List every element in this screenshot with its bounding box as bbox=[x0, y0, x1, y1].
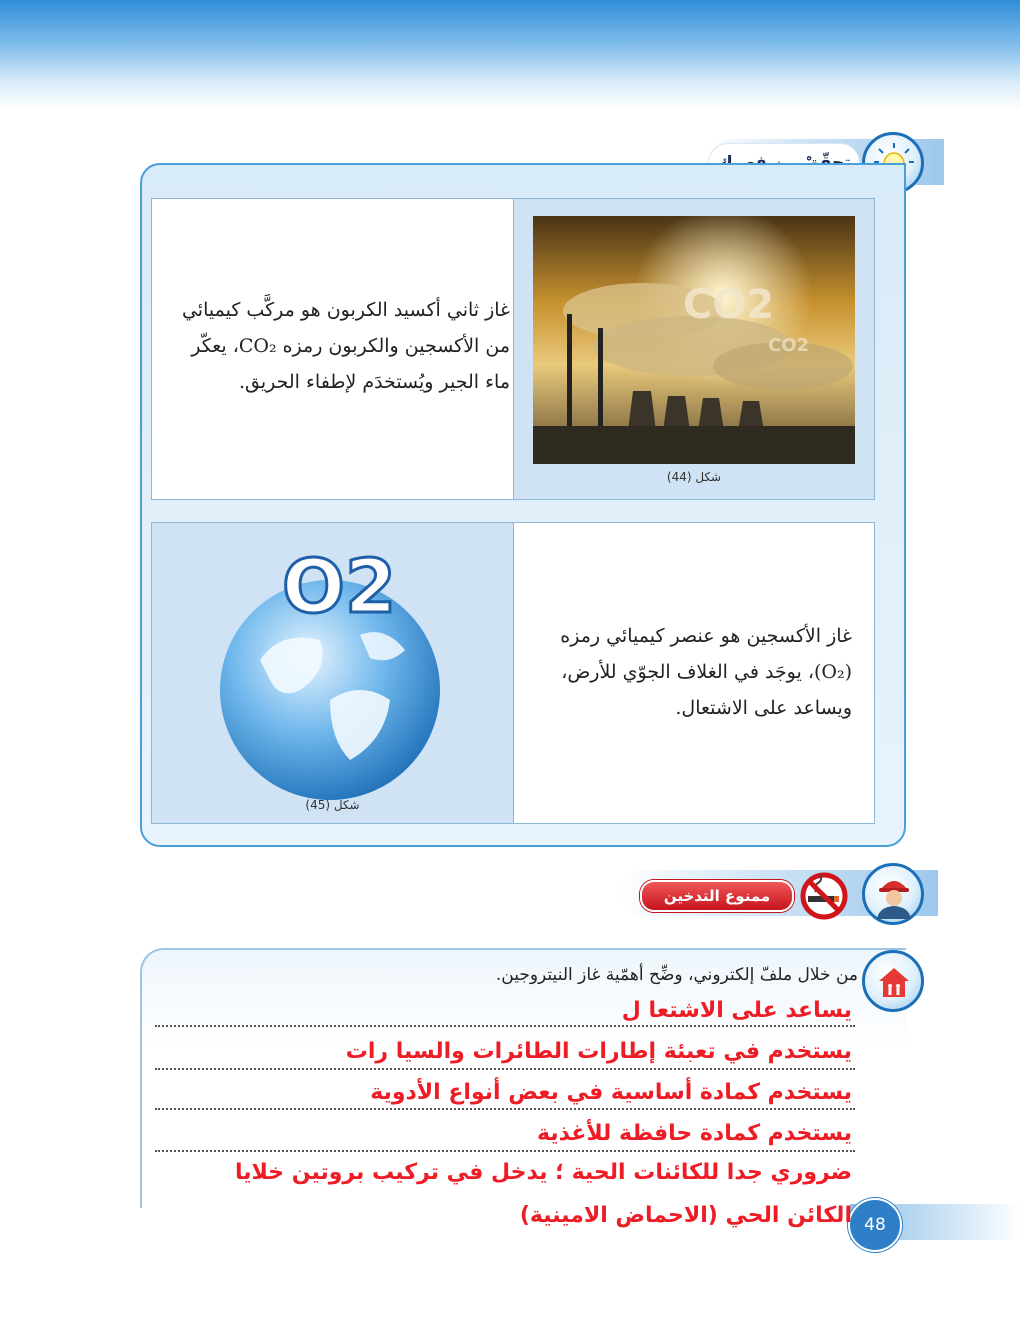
activity-question: من خلال ملفّ إلكتروني، وضِّح أهمّية غاز النيتروجين. bbox=[495, 965, 858, 985]
figure-45-caption: شكل (45) bbox=[305, 798, 360, 812]
co2-description bbox=[160, 292, 510, 400]
co2-line-3: ماء الجير ويُستخدَم لإطفاء الحريق. bbox=[238, 371, 510, 393]
no-smoking-label: ممنوع التدخين bbox=[640, 880, 794, 912]
co2-factory-image bbox=[533, 216, 855, 464]
top-gradient-band bbox=[0, 0, 1020, 110]
o2-line-2: (O₂)، يوجَد في الغلاف الجوّي للأرض، bbox=[561, 661, 852, 683]
o2-earth-image bbox=[210, 540, 450, 800]
home-family-icon bbox=[862, 950, 924, 1012]
answer-line-4 bbox=[155, 1150, 855, 1152]
answer-6: الكائن الحي (الاحماض الامينية) bbox=[519, 1203, 852, 1228]
co2-label-large: CO2 bbox=[683, 282, 775, 328]
answer-line-3 bbox=[155, 1108, 855, 1110]
co2-line-2: من الأكسجين والكربون رمزه CO₂، يعكّر bbox=[191, 335, 510, 357]
answer-1: يساعد على الاشتعا ل bbox=[621, 998, 852, 1023]
answer-3: يستخدم كمادة أساسية في بعض أنواع الأدوية bbox=[370, 1080, 852, 1105]
co2-label-small: CO2 bbox=[768, 335, 810, 356]
figure-44-caption: شكل (44) bbox=[666, 470, 722, 484]
o2-line-1: غاز الأكسجين هو عنصر كيميائي رمزه bbox=[560, 625, 852, 647]
answer-line-1 bbox=[155, 1025, 855, 1027]
o2-description bbox=[520, 618, 852, 726]
answer-2: يستخدم في تعبئة إطارات الطائرات والسيا رات bbox=[345, 1039, 852, 1064]
worker-icon bbox=[862, 863, 924, 925]
o2-line-3: ويساعد على الاشتعال. bbox=[675, 697, 852, 719]
no-smoking-icon bbox=[796, 872, 852, 920]
co2-line-1: غاز ثاني أكسيد الكربون هو مركَّب كيميائي bbox=[181, 299, 510, 321]
answer-line-2 bbox=[155, 1068, 855, 1070]
answer-5: ضروري جدا للكائنات الحية ؛ يدخل في تركيب بروتين خلايا bbox=[234, 1160, 852, 1185]
answer-4: يستخدم كمادة حافظة للأغذية bbox=[537, 1121, 852, 1146]
page-number: 48 bbox=[848, 1198, 902, 1252]
o2-label: O2 bbox=[282, 544, 397, 630]
